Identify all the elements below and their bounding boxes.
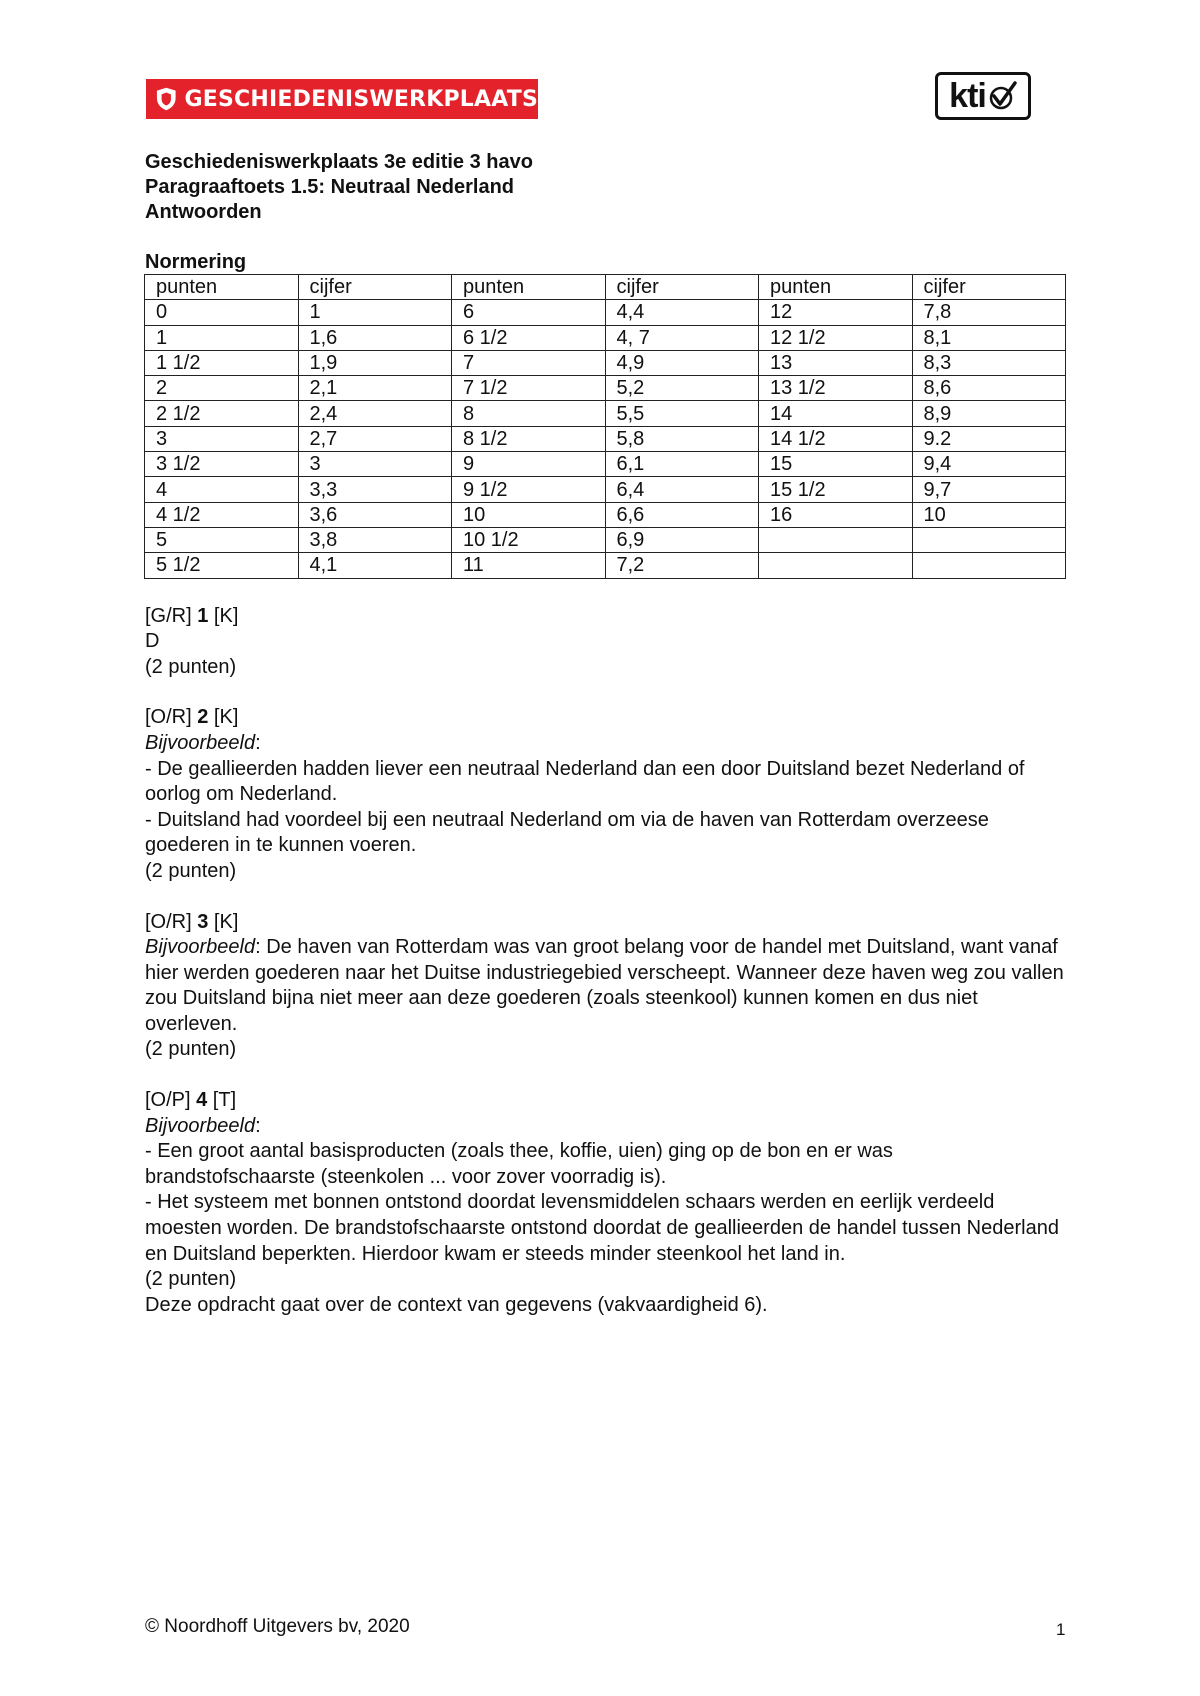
table-cell: 13 bbox=[759, 350, 913, 375]
table-cell: 3 bbox=[298, 452, 452, 477]
answer-line bbox=[145, 757, 1065, 808]
table-cell: 3,3 bbox=[298, 477, 452, 502]
table-cell: 4, 7 bbox=[605, 325, 759, 350]
table-cell: 5,8 bbox=[605, 426, 759, 451]
table-cell: 3,6 bbox=[298, 502, 452, 527]
answer-text: (2 punten) bbox=[145, 1268, 237, 1291]
table-cell: 9 1/2 bbox=[452, 477, 606, 502]
table-row bbox=[145, 350, 1066, 375]
answer-line bbox=[145, 731, 1065, 757]
question-code: [O/R] bbox=[145, 706, 198, 729]
table-cell: 1 bbox=[145, 325, 299, 350]
question-code: [O/P] bbox=[145, 1089, 197, 1112]
answer-example-label: Bijvoorbeeld bbox=[145, 731, 256, 754]
geschiedeniswerkplaats-logo bbox=[146, 79, 538, 119]
answer-example-label: Bijvoorbeeld bbox=[145, 936, 256, 959]
table-cell: 2,1 bbox=[298, 376, 452, 401]
answer-line bbox=[145, 629, 1065, 655]
question-number: 4 bbox=[196, 1089, 208, 1112]
table-cell: 9,4 bbox=[912, 452, 1066, 477]
question-code: [G/R] bbox=[145, 604, 198, 627]
table-cell: 1 1/2 bbox=[145, 350, 299, 375]
normering-title: Normering bbox=[145, 251, 247, 273]
answer-line bbox=[145, 1037, 1065, 1063]
answer-line bbox=[145, 1190, 1065, 1267]
table-cell: 1 bbox=[298, 300, 452, 325]
answer-text: (2 punten) bbox=[145, 655, 237, 678]
table-cell: 8,6 bbox=[912, 376, 1066, 401]
table-cell: 2 1/2 bbox=[145, 401, 299, 426]
answer-line bbox=[145, 655, 1065, 681]
table-cell: 7 1/2 bbox=[452, 376, 606, 401]
check-icon bbox=[987, 81, 1017, 111]
answer-text: Deze opdracht gaat over de context van gegevens (vakvaardigheid 6). bbox=[145, 1293, 768, 1316]
answer-line bbox=[145, 1293, 1065, 1319]
table-cell: 2,7 bbox=[298, 426, 452, 451]
table-header-cell: punten bbox=[145, 275, 299, 300]
table-cell: 4,4 bbox=[605, 300, 759, 325]
table-cell: 1,6 bbox=[298, 325, 452, 350]
table-cell: 6,6 bbox=[605, 502, 759, 527]
table-cell: 14 bbox=[759, 401, 913, 426]
table-cell: 3 1/2 bbox=[145, 452, 299, 477]
question-type: [K] bbox=[208, 706, 239, 729]
table-cell: 2,4 bbox=[298, 401, 452, 426]
table-header-cell: cijfer bbox=[605, 275, 759, 300]
question-4 bbox=[145, 1088, 1065, 1318]
answer-text: : bbox=[255, 731, 261, 754]
question-code: [O/R] bbox=[145, 910, 198, 933]
question-heading bbox=[145, 604, 1065, 630]
table-cell: 7 bbox=[452, 350, 606, 375]
table-header-cell: punten bbox=[759, 275, 913, 300]
answer-text: : De haven van Rotterdam was van groot belang voor de handel met Duitsland, want vanaf hier werden goederen naar het Duitse industriegebied verscheept. Wanneer deze haven weg zou vallen zou Duitsland bijna niet meer aan deze goederen (zoals steenkool) kunnen komen en dus niet overleven. bbox=[145, 936, 1064, 1035]
table-row bbox=[145, 477, 1066, 502]
answer-text: - Het systeem met bonnen ontstond doordat levensmiddelen schaars werden en eerlijk verdeeld moesten worden. De brandstofschaarste ontstond doordat de geallieerden de handel tussen Nederland en Duitsland beperkten. Hierdoor kwam er steeds minder steenkool het land in. bbox=[145, 1191, 1059, 1265]
table-cell: 10 1/2 bbox=[452, 527, 606, 552]
answer-line bbox=[145, 808, 1065, 859]
table-cell: 8,9 bbox=[912, 401, 1066, 426]
answer-line bbox=[145, 1139, 1065, 1190]
answer-line bbox=[145, 859, 1065, 885]
answer-text: D bbox=[145, 630, 160, 653]
doc-kind: Antwoorden bbox=[145, 201, 262, 223]
table-cell: 4,1 bbox=[298, 553, 452, 578]
question-heading bbox=[145, 705, 1065, 731]
page-number: 1 bbox=[1056, 1620, 1066, 1639]
table-cell: 6,9 bbox=[605, 527, 759, 552]
table-cell: 3 bbox=[145, 426, 299, 451]
logo-text: GESCHIEDENISWERKPLAATS bbox=[184, 86, 538, 112]
answers-section bbox=[145, 604, 1065, 1319]
answer-line bbox=[145, 1114, 1065, 1140]
kti-logo bbox=[935, 72, 1031, 120]
table-cell: 12 1/2 bbox=[759, 325, 913, 350]
answer-text: - Een groot aantal basisproducten (zoals thee, koffie, uien) ging op de bon en er was brandstofschaarste (steenkolen ... voor zover voorradig is). bbox=[145, 1140, 893, 1188]
answer-text: (2 punten) bbox=[145, 1038, 237, 1061]
question-heading bbox=[145, 910, 1065, 936]
table-row bbox=[145, 401, 1066, 426]
table-cell: 7,2 bbox=[605, 553, 759, 578]
doc-title: Geschiedeniswerkplaats 3e editie 3 havo bbox=[145, 151, 533, 173]
table-cell: 6,1 bbox=[605, 452, 759, 477]
table-cell: 8 bbox=[452, 401, 606, 426]
answer-text: : bbox=[255, 1114, 261, 1137]
table-cell: 8 1/2 bbox=[452, 426, 606, 451]
table-cell: 9,7 bbox=[912, 477, 1066, 502]
answer-text: - De geallieerden hadden liever een neutraal Nederland dan een door Duitsland bezet Nederland of oorlog om Nederland. bbox=[145, 757, 1025, 806]
table-header-row bbox=[145, 275, 1066, 300]
table-cell: 5,2 bbox=[605, 376, 759, 401]
copyright: © Noordhoff Uitgevers bv, 2020 bbox=[145, 1616, 410, 1637]
table-cell: 8,1 bbox=[912, 325, 1066, 350]
question-type: [T] bbox=[207, 1089, 237, 1112]
table-cell: 5 bbox=[145, 527, 299, 552]
table-row bbox=[145, 300, 1066, 325]
table-cell: 3,8 bbox=[298, 527, 452, 552]
table-cell: 12 bbox=[759, 300, 913, 325]
table-cell bbox=[759, 553, 913, 578]
table-row bbox=[145, 325, 1066, 350]
question-3 bbox=[145, 910, 1065, 1064]
table-header-cell: cijfer bbox=[912, 275, 1066, 300]
question-number: 1 bbox=[197, 604, 209, 627]
table-cell: 11 bbox=[452, 553, 606, 578]
table-cell: 4 1/2 bbox=[145, 502, 299, 527]
table-cell: 15 bbox=[759, 452, 913, 477]
table-cell: 15 1/2 bbox=[759, 477, 913, 502]
table-cell: 0 bbox=[145, 300, 299, 325]
table-row bbox=[145, 452, 1066, 477]
question-heading bbox=[145, 1088, 1065, 1114]
table-cell: 16 bbox=[759, 502, 913, 527]
table-cell bbox=[759, 527, 913, 552]
question-type: [K] bbox=[208, 910, 239, 933]
table-cell: 2 bbox=[145, 376, 299, 401]
table-cell: 4 bbox=[145, 477, 299, 502]
question-number: 3 bbox=[197, 910, 209, 933]
kti-text: kti bbox=[949, 77, 986, 115]
table-cell: 6 bbox=[452, 300, 606, 325]
answer-text: - Duitsland had voordeel bij een neutraal Nederland om via de haven van Rotterdam overzeese goederen in te kunnen voeren. bbox=[145, 808, 989, 857]
table-cell: 10 bbox=[452, 502, 606, 527]
question-2 bbox=[145, 705, 1065, 884]
table-cell: 9 bbox=[452, 452, 606, 477]
table-row bbox=[145, 502, 1066, 527]
table-cell: 14 1/2 bbox=[759, 426, 913, 451]
table-row bbox=[145, 376, 1066, 401]
question-1 bbox=[145, 604, 1065, 681]
table-cell: 9.2 bbox=[912, 426, 1066, 451]
table-cell: 1,9 bbox=[298, 350, 452, 375]
table-cell: 10 bbox=[912, 502, 1066, 527]
table-cell: 6,4 bbox=[605, 477, 759, 502]
question-type: [K] bbox=[208, 604, 239, 627]
table-cell: 4,9 bbox=[605, 350, 759, 375]
table-cell: 8,3 bbox=[912, 350, 1066, 375]
document-body bbox=[145, 150, 1065, 1318]
doc-subtitle: Paragraaftoets 1.5: Neutraal Nederland bbox=[145, 176, 515, 198]
table-header-cell: cijfer bbox=[298, 275, 452, 300]
answer-text: (2 punten) bbox=[145, 859, 237, 882]
answer-example-label: Bijvoorbeeld bbox=[145, 1114, 256, 1137]
shield-icon bbox=[156, 86, 177, 112]
table-cell bbox=[912, 553, 1066, 578]
table-cell: 5,5 bbox=[605, 401, 759, 426]
table-cell: 13 1/2 bbox=[759, 376, 913, 401]
table-cell: 5 1/2 bbox=[145, 553, 299, 578]
table-header-cell: punten bbox=[452, 275, 606, 300]
table-cell: 6 1/2 bbox=[452, 325, 606, 350]
table-row bbox=[145, 426, 1066, 451]
answer-line bbox=[145, 1267, 1065, 1293]
table-row bbox=[145, 527, 1066, 552]
table-cell: 7,8 bbox=[912, 300, 1066, 325]
table-cell bbox=[912, 527, 1066, 552]
question-number: 2 bbox=[197, 706, 209, 729]
normering-table bbox=[144, 274, 1066, 579]
table-row bbox=[145, 553, 1066, 578]
answer-line bbox=[145, 935, 1065, 1037]
